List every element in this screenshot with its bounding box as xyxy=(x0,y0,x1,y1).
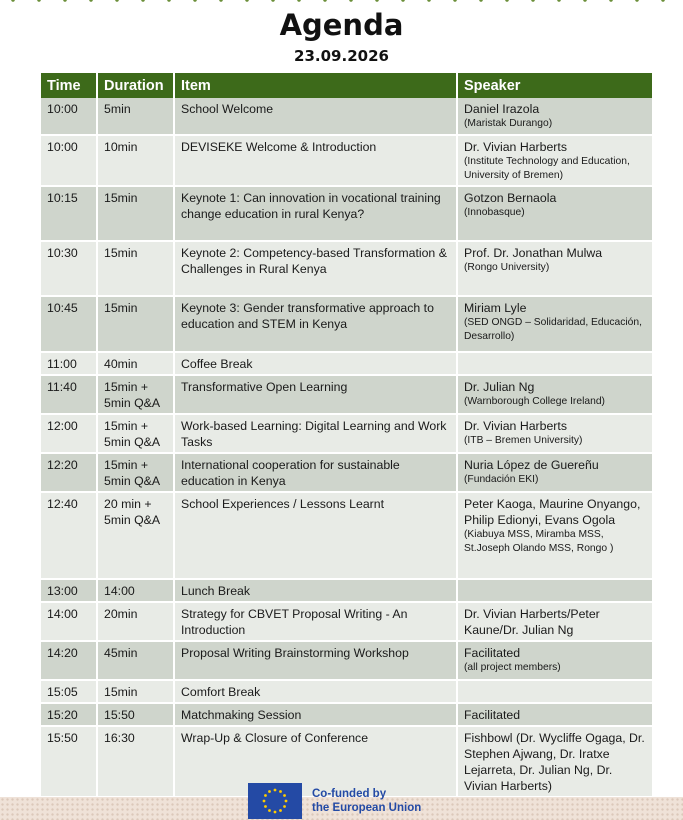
table-row xyxy=(41,375,652,414)
row-speaker xyxy=(457,641,652,680)
table-row xyxy=(41,135,652,186)
eu-star xyxy=(279,790,282,793)
row-item: Keynote 3: Gender transformative approach to education and STEM in Kenya xyxy=(174,296,457,352)
row-item: Keynote 1: Can innovation in vocational training change education in rural Kenya? xyxy=(174,186,457,241)
row-speaker xyxy=(457,602,652,641)
row-item: Strategy for CBVET Proposal Writing - An Introduction xyxy=(174,602,457,641)
row-speaker xyxy=(457,453,652,492)
eu-star xyxy=(263,799,266,802)
speaker-affiliation: (Fundación EKI) xyxy=(464,474,539,485)
row-duration: 15min xyxy=(97,680,174,703)
row-item: School Experiences / Lessons Learnt xyxy=(174,492,457,579)
eu-star xyxy=(283,794,286,797)
row-time: 15:05 xyxy=(41,680,97,703)
row-item: Keynote 2: Competency-based Transformation & Challenges in Rural Kenya xyxy=(174,241,457,296)
table-row xyxy=(41,492,652,579)
speaker-name: Facilitated xyxy=(464,708,521,722)
page-title: Agenda xyxy=(279,8,404,42)
row-speaker xyxy=(457,579,652,602)
row-duration: 15min xyxy=(97,296,174,352)
speaker-affiliation: (Maristak Durango) xyxy=(464,118,553,129)
row-item: Proposal Writing Brainstorming Workshop xyxy=(174,641,457,680)
speaker-name: Facilitated xyxy=(464,646,521,660)
speaker-name: Daniel Irazola xyxy=(464,102,540,116)
speaker-name: Dr. Vivian Harberts xyxy=(464,419,567,433)
row-speaker xyxy=(457,703,652,726)
table-row xyxy=(41,579,652,602)
row-speaker xyxy=(457,492,652,579)
column-header-duration: Duration xyxy=(97,73,174,98)
table-row xyxy=(41,186,652,241)
row-speaker xyxy=(457,375,652,414)
column-header-speaker: Speaker xyxy=(457,73,652,98)
top-decorative-border xyxy=(0,0,683,6)
agenda-date: 23.09.2026 xyxy=(294,47,389,65)
table-row xyxy=(41,296,652,352)
eu-star xyxy=(264,805,267,808)
table-row xyxy=(41,680,652,703)
row-time: 10:30 xyxy=(41,241,97,296)
speaker-name: Peter Kaoga, Maurine Onyango, Philip Edionyi, Evans Ogola xyxy=(464,497,641,527)
row-time: 15:20 xyxy=(41,703,97,726)
row-speaker xyxy=(457,726,652,797)
row-speaker xyxy=(457,135,652,186)
eu-star xyxy=(283,805,286,808)
speaker-affiliation: (Institute Technology and Education, University of Bremen) xyxy=(464,156,630,181)
table-row xyxy=(41,641,652,680)
row-duration: 15min xyxy=(97,186,174,241)
agenda-table xyxy=(41,73,652,798)
row-item: Matchmaking Session xyxy=(174,703,457,726)
speaker-name: Prof. Dr. Jonathan Mulwa xyxy=(464,246,603,260)
speaker-affiliation: (SED ONGD – Solidaridad, Educación, Desarrollo) xyxy=(464,317,642,342)
table-row xyxy=(41,352,652,375)
row-item: DEVISEKE Welcome & Introduction xyxy=(174,135,457,186)
table-row xyxy=(41,241,652,296)
row-duration: 15:50 xyxy=(97,703,174,726)
row-time: 15:50 xyxy=(41,726,97,797)
speaker-name: Fishbowl (Dr. Wycliffe Ogaga, Dr. Stephen Ajwang, Dr. Iratxe Lejarreta, Dr. Julian Ng, Dr. Vivian Harberts) xyxy=(464,731,645,793)
row-duration: 40min xyxy=(97,352,174,375)
eu-star xyxy=(268,809,271,812)
eu-star xyxy=(268,790,271,793)
row-item: Comfort Break xyxy=(174,680,457,703)
table-row xyxy=(41,414,652,453)
speaker-name: Dr. Julian Ng xyxy=(464,380,535,394)
speaker-affiliation: (Warnborough College Ireland) xyxy=(464,396,605,407)
speaker-name: Dr. Vivian Harberts/Peter Kaune/Dr. Julian Ng xyxy=(464,607,600,637)
eu-star xyxy=(274,788,277,791)
row-duration: 14:00 xyxy=(97,579,174,602)
eu-star xyxy=(264,794,267,797)
row-duration: 16:30 xyxy=(97,726,174,797)
row-time: 10:45 xyxy=(41,296,97,352)
row-item: Coffee Break xyxy=(174,352,457,375)
row-speaker xyxy=(457,98,652,135)
eu-star xyxy=(285,799,288,802)
row-time: 12:40 xyxy=(41,492,97,579)
row-time: 11:40 xyxy=(41,375,97,414)
speaker-name: Gotzon Bernaola xyxy=(464,191,557,205)
row-speaker xyxy=(457,352,652,375)
row-speaker xyxy=(457,296,652,352)
row-duration: 15min + 5min Q&A xyxy=(97,414,174,453)
row-duration: 15min + 5min Q&A xyxy=(97,453,174,492)
table-header-row xyxy=(41,73,652,98)
eu-star xyxy=(274,810,277,813)
row-item: Transformative Open Learning xyxy=(174,375,457,414)
row-time: 11:00 xyxy=(41,352,97,375)
row-item: School Welcome xyxy=(174,98,457,135)
row-time: 10:00 xyxy=(41,135,97,186)
eu-cofunding-logo xyxy=(248,781,421,820)
row-time: 14:20 xyxy=(41,641,97,680)
row-duration: 15min xyxy=(97,241,174,296)
row-time: 13:00 xyxy=(41,579,97,602)
row-time: 12:20 xyxy=(41,453,97,492)
row-item: Lunch Break xyxy=(174,579,457,602)
speaker-affiliation: (Rongo University) xyxy=(464,262,550,273)
row-speaker xyxy=(457,241,652,296)
speaker-affiliation: (ITB – Bremen University) xyxy=(464,435,583,446)
column-header-item: Item xyxy=(174,73,457,98)
speaker-affiliation: (Innobasque) xyxy=(464,207,525,218)
eu-flag-icon xyxy=(248,783,302,819)
column-header-time: Time xyxy=(41,73,97,98)
table-row xyxy=(41,602,652,641)
row-duration: 20min xyxy=(97,602,174,641)
row-duration: 20 min + 5min Q&A xyxy=(97,492,174,579)
eu-cofunding-line2: the European Union xyxy=(312,801,422,814)
row-duration: 10min xyxy=(97,135,174,186)
row-item: Work-based Learning: Digital Learning and Work Tasks xyxy=(174,414,457,453)
table-row xyxy=(41,453,652,492)
speaker-name: Miriam Lyle xyxy=(464,301,527,315)
row-time: 10:15 xyxy=(41,186,97,241)
row-duration: 45min xyxy=(97,641,174,680)
row-speaker xyxy=(457,680,652,703)
speaker-affiliation: (all project members) xyxy=(464,662,561,673)
row-duration: 5min xyxy=(97,98,174,135)
row-duration: 15min + 5min Q&A xyxy=(97,375,174,414)
row-item: Wrap-Up & Closure of Conference xyxy=(174,726,457,797)
row-speaker xyxy=(457,414,652,453)
speaker-affiliation: (Kiabuya MSS, Miramba MSS, St.Joseph Olando MSS, Rongo ) xyxy=(464,529,614,554)
row-speaker xyxy=(457,186,652,241)
row-time: 14:00 xyxy=(41,602,97,641)
eu-star xyxy=(279,809,282,812)
row-time: 12:00 xyxy=(41,414,97,453)
table-row xyxy=(41,703,652,726)
speaker-name: Nuria López de Guereñu xyxy=(464,458,599,472)
eu-cofunding-text xyxy=(312,787,421,815)
speaker-name: Dr. Vivian Harberts xyxy=(464,140,567,154)
row-time: 10:00 xyxy=(41,98,97,135)
eu-cofunding-line1: Co-funded by xyxy=(312,787,387,800)
row-item: International cooperation for sustainable education in Kenya xyxy=(174,453,457,492)
table-row xyxy=(41,98,652,135)
